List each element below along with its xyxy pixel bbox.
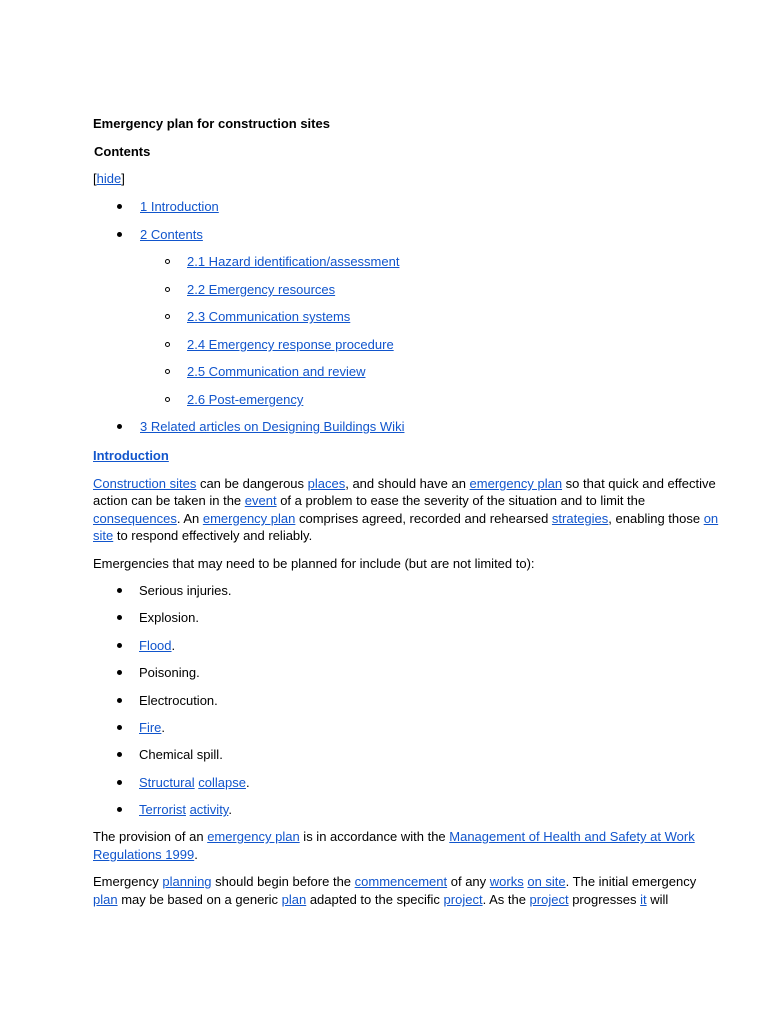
list-item-emergency bbox=[139, 609, 199, 626]
inline-text: . bbox=[161, 720, 166, 735]
inline-link[interactable]: Regulations 1999 bbox=[93, 847, 195, 862]
para1-line bbox=[93, 475, 716, 492]
toc-item-related-articles[interactable]: 3 Related articles on Designing Buildings Wiki bbox=[140, 419, 405, 434]
inline-link[interactable]: emergency plan bbox=[207, 829, 300, 844]
list-item-emergency bbox=[139, 774, 250, 791]
inline-text: action can be taken in the bbox=[93, 493, 245, 508]
inline-link[interactable]: plan bbox=[281, 892, 307, 907]
inline-text: Poisoning. bbox=[139, 665, 200, 680]
toc-bracket-close: ] bbox=[121, 171, 125, 186]
inline-link[interactable]: project bbox=[529, 892, 569, 907]
inline-text: . The initial emergency bbox=[565, 874, 697, 889]
toc-sub-bullet bbox=[165, 369, 170, 374]
inline-link[interactable]: Flood bbox=[139, 638, 172, 653]
inline-link[interactable]: on bbox=[703, 511, 719, 526]
toc-hide-link[interactable]: hide bbox=[96, 171, 122, 186]
inline-text: . bbox=[194, 847, 198, 862]
document-title: Emergency plan for construction sites bbox=[93, 116, 330, 131]
inline-text: will bbox=[646, 892, 669, 907]
inline-link[interactable]: places bbox=[307, 476, 346, 491]
inline-text: . An bbox=[176, 511, 203, 526]
toc-item-emergency-resources[interactable]: 2.2 Emergency resources bbox=[187, 282, 336, 297]
inline-link[interactable]: on site bbox=[527, 874, 566, 889]
inline-link[interactable]: emergency plan bbox=[469, 476, 563, 491]
list-bullet bbox=[117, 615, 122, 620]
inline-link[interactable]: it bbox=[640, 892, 647, 907]
inline-link[interactable]: activity bbox=[189, 802, 229, 817]
inline-text: may be based on a generic bbox=[117, 892, 282, 907]
list-bullet bbox=[117, 725, 122, 730]
inline-text: Serious injuries. bbox=[139, 583, 232, 598]
inline-link[interactable]: emergency plan bbox=[202, 511, 296, 526]
list-item-emergency bbox=[139, 664, 200, 681]
list-bullet bbox=[117, 807, 122, 812]
toc-toggle bbox=[93, 170, 125, 187]
inline-text: The provision of an bbox=[93, 829, 208, 844]
toc-sub-bullet bbox=[165, 287, 170, 292]
inline-link[interactable]: site bbox=[93, 528, 114, 543]
list-bullet bbox=[117, 588, 122, 593]
list-bullet bbox=[117, 670, 122, 675]
introduction-heading[interactable]: Introduction bbox=[93, 448, 169, 463]
toc-item-communication-systems[interactable]: 2.3 Communication systems bbox=[187, 309, 351, 324]
list-item-emergency bbox=[139, 746, 223, 763]
inline-text: of a problem to ease the severity of the situation and to limit the bbox=[276, 493, 646, 508]
inline-text: is in accordance with the bbox=[299, 829, 450, 844]
inline-text: Chemical spill. bbox=[139, 747, 223, 762]
para4-line bbox=[93, 873, 696, 890]
inline-text: of any bbox=[447, 874, 490, 889]
toc-sub-bullet bbox=[165, 342, 170, 347]
inline-link[interactable]: commencement bbox=[354, 874, 448, 889]
inline-text: . bbox=[228, 802, 232, 817]
para3-line bbox=[93, 828, 695, 845]
inline-link[interactable]: collapse bbox=[198, 775, 246, 790]
inline-link[interactable]: Fire bbox=[139, 720, 162, 735]
list-item-emergency bbox=[139, 801, 232, 818]
inline-text: adapted to the specific bbox=[306, 892, 444, 907]
list-item-emergency bbox=[139, 692, 218, 709]
inline-link[interactable]: planning bbox=[162, 874, 212, 889]
toc-item-post-emergency[interactable]: 2.6 Post-emergency bbox=[187, 392, 304, 407]
contents-heading: Contents bbox=[94, 144, 151, 159]
inline-text: , and should have an bbox=[345, 476, 470, 491]
toc-item-hazard-identification[interactable]: 2.1 Hazard identification/assessment bbox=[187, 254, 400, 269]
toc-item-communication-and-review[interactable]: 2.5 Communication and review bbox=[187, 364, 366, 379]
toc-bracket-open: [ bbox=[93, 171, 97, 186]
list-item-emergency bbox=[139, 637, 175, 654]
list-bullet bbox=[117, 698, 122, 703]
para3-line bbox=[93, 846, 198, 863]
toc-item-emergency-response-procedure[interactable]: 2.4 Emergency response procedure bbox=[187, 337, 394, 352]
inline-text: , enabling those bbox=[608, 511, 704, 526]
inline-text: progresses bbox=[568, 892, 641, 907]
inline-text: . bbox=[171, 638, 176, 653]
toc-bullet bbox=[117, 232, 122, 237]
toc-sub-bullet bbox=[165, 397, 170, 402]
inline-text: should begin before the bbox=[211, 874, 355, 889]
toc-item-contents[interactable]: 2 Contents bbox=[140, 227, 203, 242]
inline-text: Emergency bbox=[93, 874, 163, 889]
para4-line bbox=[93, 891, 668, 908]
inline-text: to respond effectively and reliably. bbox=[113, 528, 313, 543]
toc-sub-bullet bbox=[165, 259, 170, 264]
inline-link[interactable]: event bbox=[244, 493, 277, 508]
para1-line bbox=[93, 492, 645, 509]
inline-link[interactable]: project bbox=[443, 892, 483, 907]
inline-text: comprises agreed, recorded and rehearsed bbox=[295, 511, 552, 526]
inline-link[interactable]: Management of Health and Safety at Work bbox=[449, 829, 695, 844]
inline-text: Electrocution. bbox=[139, 693, 218, 708]
toc-item-introduction[interactable]: 1 Introduction bbox=[140, 199, 219, 214]
inline-link[interactable]: consequences bbox=[93, 511, 177, 526]
inline-link[interactable]: plan bbox=[93, 892, 118, 907]
inline-link[interactable]: works bbox=[489, 874, 524, 889]
para1-line bbox=[93, 527, 312, 544]
list-bullet bbox=[117, 643, 122, 648]
emergencies-intro: Emergencies that may need to be planned for include (but are not limited to): bbox=[93, 556, 535, 571]
list-bullet bbox=[117, 752, 122, 757]
list-bullet bbox=[117, 780, 122, 785]
inline-link[interactable]: strategies bbox=[551, 511, 609, 526]
inline-link[interactable]: Construction sites bbox=[93, 476, 197, 491]
inline-text: . bbox=[245, 775, 250, 790]
toc-bullet bbox=[117, 204, 122, 209]
inline-text: . As the bbox=[482, 892, 530, 907]
para1-line bbox=[93, 510, 718, 527]
toc-sub-bullet bbox=[165, 314, 170, 319]
list-item-emergency bbox=[139, 582, 232, 599]
inline-text: Explosion. bbox=[139, 610, 199, 625]
inline-text: can be dangerous bbox=[196, 476, 308, 491]
toc-bullet bbox=[117, 424, 122, 429]
inline-link[interactable]: Terrorist bbox=[139, 802, 186, 817]
inline-link[interactable]: Structural bbox=[139, 775, 195, 790]
inline-text: so that quick and effective bbox=[562, 476, 716, 491]
list-item-emergency bbox=[139, 719, 165, 736]
